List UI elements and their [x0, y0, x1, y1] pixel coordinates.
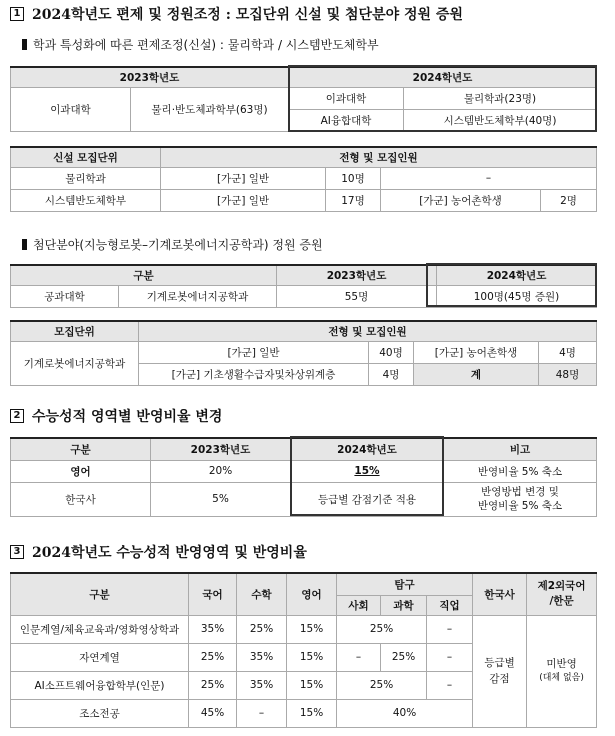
col-header: 전형 및 모집인원: [139, 321, 597, 341]
table-cell: 100명(45명 증원): [437, 285, 597, 307]
col-header: 한국사: [473, 573, 527, 615]
table-cell: 기계로봇에너지공학과: [11, 341, 139, 385]
table-cell: [가군] 일반: [161, 167, 326, 189]
col-header: 2024학년도: [289, 67, 597, 87]
table-cell: –: [237, 699, 287, 727]
cell-line: 반영방법 변경 및: [481, 486, 559, 498]
table-cell: 4명: [539, 341, 597, 363]
table-cell: 시스템반도체학부(40명): [404, 109, 597, 131]
table-cell: [473, 615, 527, 727]
table-cell: [527, 615, 597, 727]
table-cell: 기계로봇에너지공학과: [119, 285, 277, 307]
table-restructure: [10, 66, 597, 132]
section-number: 1: [10, 7, 24, 21]
table-cell: 자연계열: [11, 643, 189, 671]
header-line: /한문: [549, 595, 574, 608]
table-cell: [가군] 기초생활수급자및차상위계층: [139, 363, 369, 385]
table-cell: 4명: [369, 363, 414, 385]
col-header: 구분: [11, 438, 151, 460]
table-cell: 35%: [237, 671, 287, 699]
table-cell: [가군] 일반: [139, 341, 369, 363]
table-cell: 25%: [237, 615, 287, 643]
col-header: 2024학년도: [291, 438, 444, 460]
table-cell: 20%: [151, 460, 291, 482]
table-ratio: [10, 572, 597, 728]
table-cell: 25%: [189, 671, 237, 699]
bullet-icon: [22, 39, 27, 50]
table-cell: 등급별 감점기준 적용: [291, 482, 444, 516]
table-cell: 25%: [381, 643, 427, 671]
subheading-text: 첨단분야(지능형로봇–기계로봇에너지공학과) 정원 증원: [33, 238, 323, 252]
table-cell: 2명: [541, 189, 597, 211]
table-cell: –: [427, 643, 473, 671]
table-cell: AI소프트웨어융합학부(인문): [11, 671, 189, 699]
table-cell: 55명: [277, 285, 437, 307]
section-number: 2: [10, 409, 24, 423]
table-quota-detail: [10, 320, 597, 386]
table-cell: 5%: [151, 482, 291, 516]
section-number: 3: [10, 545, 24, 559]
col-header: 과학: [381, 595, 427, 615]
section-title: 2024학년도 편제 및 정원조정 : 모집단위 신설 및 첨단분야 정원 증원: [32, 7, 463, 23]
table-cell: 영어: [11, 460, 151, 482]
table-cell: 한국사: [11, 482, 151, 516]
cell-line: 감점: [489, 673, 510, 685]
table-cell: 40%: [337, 699, 473, 727]
cell-line: 미반영: [546, 658, 577, 670]
table-cell: 조소전공: [11, 699, 189, 727]
section-2-heading: [10, 406, 222, 426]
table-cell: 이과대학: [289, 87, 404, 109]
bullet-icon: [22, 239, 27, 250]
table-cell: 45%: [189, 699, 237, 727]
table-cell: [가군] 농어촌학생: [381, 189, 541, 211]
table-cell: [가군] 일반: [161, 189, 326, 211]
cell-line: (대체 없음): [539, 673, 584, 683]
table-quota: [10, 264, 597, 308]
table-cell: 25%: [337, 615, 427, 643]
table-cell: 25%: [189, 643, 237, 671]
col-header: 2024학년도: [437, 265, 597, 285]
subheading-1: [22, 36, 379, 53]
table-cell: 17명: [326, 189, 381, 211]
table-cell: –: [337, 643, 381, 671]
table-cell: 35%: [189, 615, 237, 643]
section-1-heading: [10, 4, 463, 24]
col-header: 직업: [427, 595, 473, 615]
table-cell: –: [427, 615, 473, 643]
table-cell: 15%: [287, 671, 337, 699]
cell-line: 등급별: [484, 657, 515, 669]
table-cell: 이과대학: [11, 87, 131, 131]
section-title: 2024학년도 수능성적 반영영역 및 반영비율: [32, 545, 307, 561]
table-ratio-change: [10, 437, 597, 517]
table-cell: –: [427, 671, 473, 699]
table-cell: [가군] 농어촌학생: [414, 341, 539, 363]
table-cell: 물리학과(23명): [404, 87, 597, 109]
col-header: 사회: [337, 595, 381, 615]
col-header: 탐구: [337, 573, 473, 595]
col-header: [527, 573, 597, 615]
header-line: 제2외국어: [537, 580, 586, 593]
col-header: 모집단위: [11, 321, 139, 341]
table-cell: –: [381, 167, 597, 189]
col-header: 2023학년도: [11, 67, 289, 87]
subheading-text: 학과 특성화에 따른 편제조정(신설) : 물리학과 / 시스템반도체학부: [33, 38, 379, 52]
table-cell: 15%: [291, 460, 444, 482]
table-cell: 시스템반도체학부: [11, 189, 161, 211]
col-header: 수학: [237, 573, 287, 615]
col-header: 영어: [287, 573, 337, 615]
col-header: 구분: [11, 573, 189, 615]
col-header: 신설 모집단위: [11, 147, 161, 167]
table-cell: 공과대학: [11, 285, 119, 307]
col-header: 국어: [189, 573, 237, 615]
col-header: 전형 및 모집인원: [161, 147, 597, 167]
col-header: 2023학년도: [151, 438, 291, 460]
table-cell: 물리·반도체과학부(63명): [131, 87, 289, 131]
section-3-heading: [10, 542, 307, 562]
section-title: 수능성적 영역별 반영비율 변경: [32, 409, 223, 425]
table-cell: 물리학과: [11, 167, 161, 189]
table-cell: 35%: [237, 643, 287, 671]
col-header: 2023학년도: [277, 265, 437, 285]
cell-line: 반영비율 5% 축소: [477, 500, 563, 512]
table-cell: 40명: [369, 341, 414, 363]
table-cell: AI융합대학: [289, 109, 404, 131]
table-cell: 인문계열/체육교육과/영화영상학과: [11, 615, 189, 643]
table-cell: 반영비율 5% 축소: [444, 460, 597, 482]
table-cell: 48명: [539, 363, 597, 385]
table-cell: 10명: [326, 167, 381, 189]
subheading-2: [22, 236, 323, 253]
col-header: 구분: [11, 265, 277, 285]
table-cell: 15%: [287, 615, 337, 643]
table-cell: 15%: [287, 643, 337, 671]
table-cell: 15%: [287, 699, 337, 727]
col-header: 비고: [444, 438, 597, 460]
table-new-units: [10, 146, 597, 212]
table-cell: [444, 482, 597, 516]
table-cell: 계: [414, 363, 539, 385]
table-cell: 25%: [337, 671, 427, 699]
